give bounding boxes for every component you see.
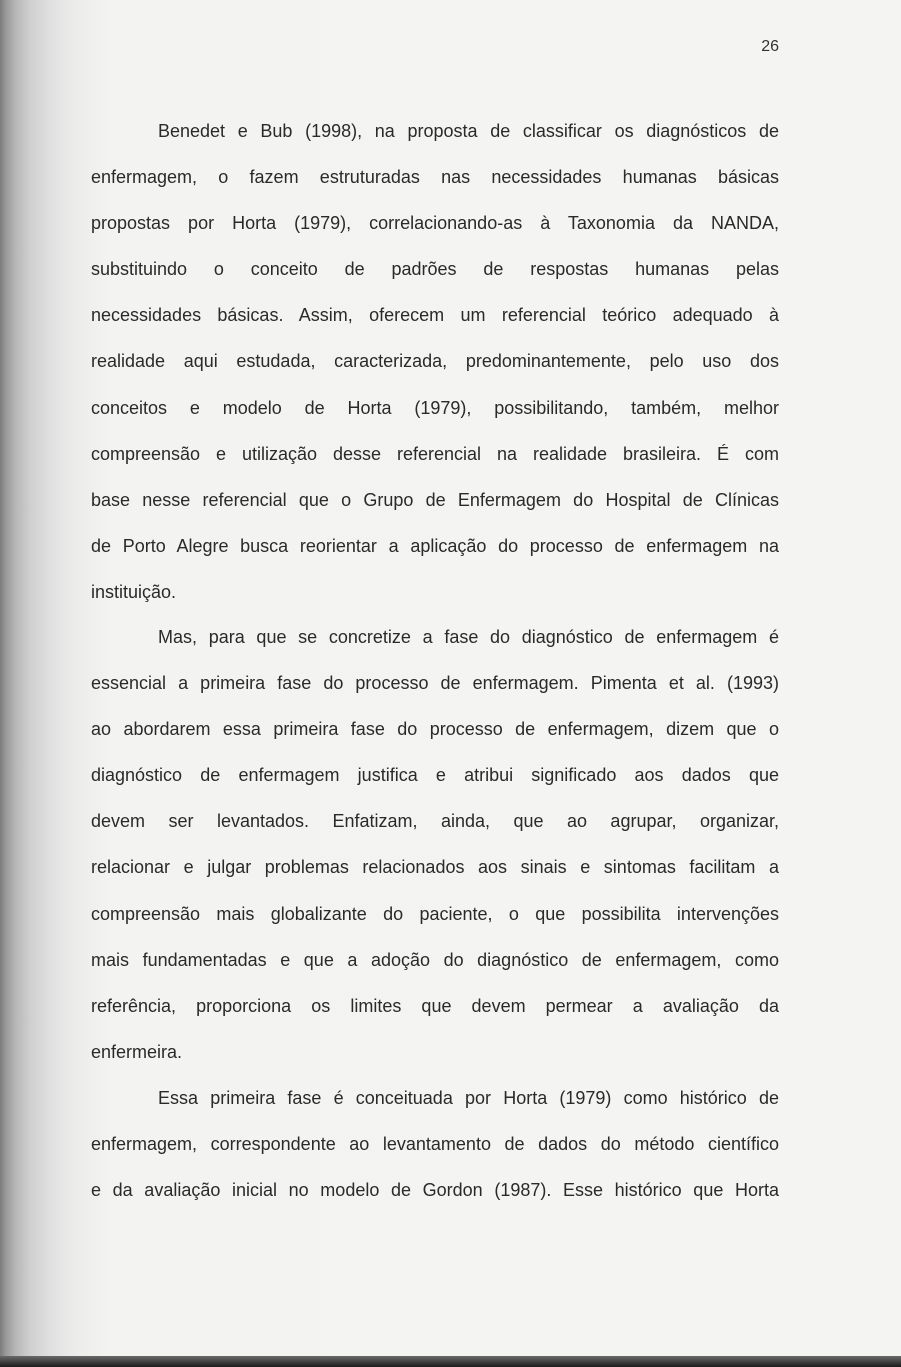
paragraph-1 bbox=[91, 108, 779, 615]
text-line: de Porto Alegre busca reorientar a aplicação do processo de enfermagem na bbox=[91, 535, 779, 556]
text-line: propostas por Horta (1979), correlacionando-as à Taxonomia da NANDA, bbox=[91, 213, 779, 234]
text-line: referência, proporciona os limites que devem permear a avaliação da bbox=[91, 995, 779, 1016]
text-line: Mas, para que se concretize a fase do diagnóstico de enfermagem é bbox=[158, 627, 779, 647]
text-line: ao abordarem essa primeira fase do processo de enfermagem, dizem que o bbox=[91, 719, 779, 740]
text-line: essencial a primeira fase do processo de enfermagem. Pimenta et al. (1993) bbox=[91, 673, 779, 694]
text-line: e da avaliação inicial no modelo de Gordon (1987). Esse histórico que Horta bbox=[91, 1180, 779, 1201]
page-number: 26 bbox=[761, 38, 779, 55]
text-line: diagnóstico de enfermagem justifica e atribui significado aos dados que bbox=[91, 765, 779, 786]
paragraph-3 bbox=[91, 1075, 779, 1213]
text-line: relacionar e julgar problemas relacionados aos sinais e sintomas facilitam a bbox=[91, 857, 779, 878]
text-line: Benedet e Bub (1998), na proposta de classificar os diagnósticos de bbox=[158, 121, 779, 141]
text-line: compreensão mais globalizante do paciente, o que possibilita intervenções bbox=[91, 903, 779, 924]
text-line: Essa primeira fase é conceituada por Horta (1979) como histórico de bbox=[158, 1088, 779, 1108]
text-line: compreensão e utilização desse referencial na realidade brasileira. É com bbox=[91, 443, 779, 464]
text-line: mais fundamentadas e que a adoção do diagnóstico de enfermagem, como bbox=[91, 949, 779, 970]
text-line: substituindo o conceito de padrões de respostas humanas pelas bbox=[91, 259, 779, 280]
text-line: necessidades básicas. Assim, oferecem um referencial teórico adequado à bbox=[91, 305, 779, 326]
text-line: conceitos e modelo de Horta (1979), possibilitando, também, melhor bbox=[91, 397, 779, 418]
text-line: enfermagem, o fazem estruturadas nas necessidades humanas básicas bbox=[91, 167, 779, 188]
text-line: devem ser levantados. Enfatizam, ainda, que ao agrupar, organizar, bbox=[91, 811, 779, 832]
text-line: enfermeira. bbox=[91, 1041, 183, 1062]
text-line: instituição. bbox=[91, 581, 177, 602]
text-line: realidade aqui estudada, caracterizada, predominantemente, pelo uso dos bbox=[91, 351, 779, 372]
scan-bottom-edge bbox=[0, 1356, 901, 1367]
paragraph-2 bbox=[91, 614, 779, 1075]
text-line: base nesse referencial que o Grupo de Enfermagem do Hospital de Clínicas bbox=[91, 489, 779, 510]
text-line: enfermagem, correspondente ao levantamento de dados do método científico bbox=[91, 1134, 779, 1155]
